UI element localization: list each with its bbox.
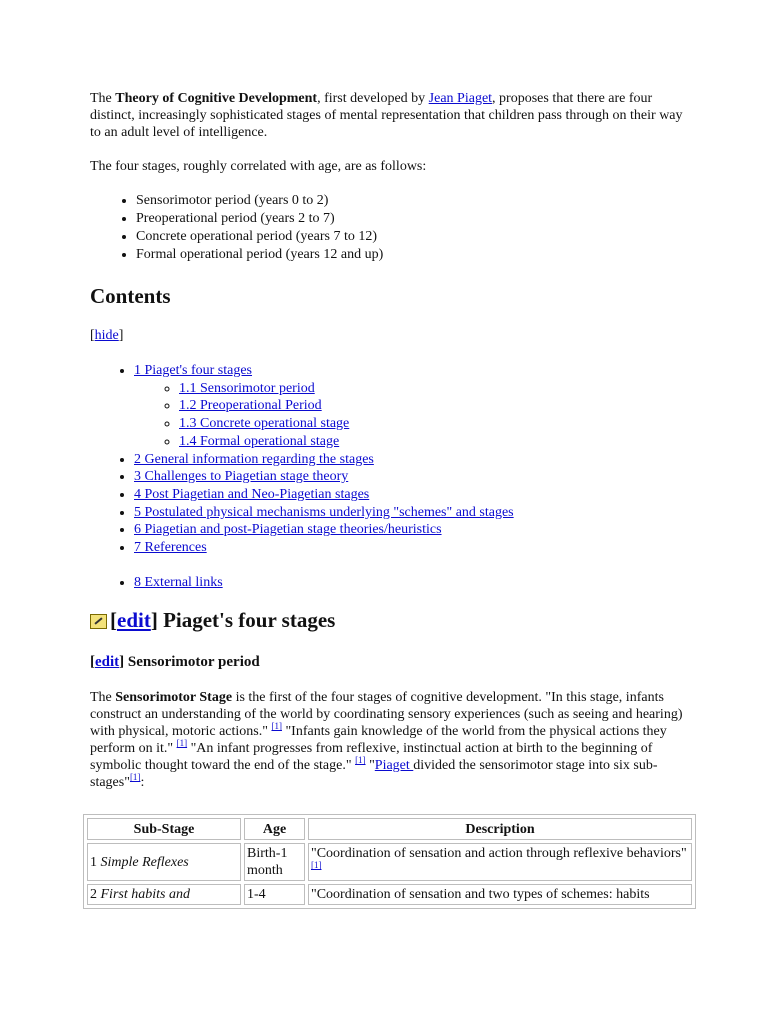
bracket: ] (150, 608, 158, 633)
list-item: • Concrete operational period (years 7 to 12) (136, 228, 690, 246)
bracket: [ (110, 608, 117, 633)
citation-link[interactable]: [1] (271, 721, 282, 732)
bracket: ] (119, 654, 125, 671)
article-body (90, 90, 690, 791)
edit-subsection-link[interactable]: edit (95, 654, 120, 671)
subsection-title: Sensorimotor period (124, 654, 260, 671)
bracket: [ (90, 654, 95, 671)
toc-link-1-4[interactable]: 1.4 Formal operational stage (179, 433, 340, 449)
toc-item (134, 574, 690, 592)
toc-subitem (179, 415, 690, 433)
toc-link-5[interactable]: 5 Postulated physical mechanisms underlying "schemes" and stages (134, 504, 514, 520)
toc-item (134, 362, 690, 451)
stages-list (90, 192, 690, 264)
substage-name: Simple Reflexes (100, 854, 189, 870)
intro-text: The (90, 91, 116, 106)
table-row (87, 843, 692, 881)
intro-text: , proposes that there are four distinct, increasingly sophisticated stages of mental representation that children pass through on their way to an adult level of intelligence. (90, 91, 683, 140)
toc-toggle (90, 327, 690, 345)
substage-number: 1 (90, 854, 101, 870)
intro-text: , first developed by (317, 91, 429, 106)
toc-link-1-2[interactable]: 1.2 Preoperational Period (179, 398, 322, 414)
toc-item (134, 539, 690, 557)
intro-bold-term: Theory of Cognitive Development (115, 91, 318, 106)
bold-term: Sensorimotor Stage (115, 690, 233, 706)
list-item: • Formal operational period (years 12 and up) (136, 246, 690, 264)
jean-piaget-link[interactable]: Jean Piaget (428, 91, 493, 106)
paragraph-text: "An infant progresses from reflexive, instinctual action at birth to the beginning of symbolic thought toward the end of the stage." (90, 741, 653, 774)
table-cell: "Coordination of sensation and two types of schemes: habits (308, 884, 692, 905)
toc-link-6[interactable]: 6 Piagetian and post-Piagetian stage theories/heuristics (134, 522, 442, 538)
edit-section-link[interactable]: edit (117, 608, 151, 633)
toc-item (134, 486, 690, 504)
toc-link-8[interactable]: 8 External links (134, 574, 223, 590)
table-cell (87, 884, 241, 905)
paragraph-text: : (140, 775, 145, 791)
table-of-contents (90, 362, 690, 591)
paragraph-text: " (365, 758, 375, 774)
substage-description: "Coordination of sensation and action through reflexive behaviors" (311, 846, 687, 861)
list-item: • Sensorimotor period (years 0 to 2) (136, 192, 690, 210)
substage-name: First habits and (100, 887, 190, 902)
substage-number: 2 (90, 887, 101, 902)
toc-item (134, 451, 690, 469)
contents-heading: Contents (90, 284, 171, 308)
citation-link[interactable]: [1] (129, 772, 141, 783)
section-heading-piaget-stages (90, 606, 690, 634)
toc-link-3[interactable]: 3 Challenges to Piagetian stage theory (134, 469, 349, 485)
table-cell: 1-4 (244, 884, 305, 905)
toc-link-2[interactable]: 2 General information regarding the stages (134, 451, 374, 467)
toc-link-1-3[interactable]: 1.3 Concrete operational stage (179, 416, 350, 432)
list-item: • Preoperational period (years 2 to 7) (136, 210, 690, 228)
paragraph-text: The (90, 690, 116, 706)
table-header-row (87, 818, 692, 840)
table-row (87, 884, 692, 905)
paragraph-text: divided the sensorimotor stage into six sub-stages" (90, 758, 658, 791)
stages-lead: The four stages, roughly correlated with age, are as follows: (90, 159, 427, 174)
toc-sublist (134, 380, 690, 451)
toc-item (134, 504, 690, 522)
column-header: Sub-Stage (87, 818, 241, 840)
subsection-heading-sensorimotor (90, 652, 690, 672)
column-header: Age (244, 818, 305, 840)
citation-link[interactable]: [1] (355, 755, 366, 766)
toc-link-7[interactable]: 7 References (134, 540, 207, 556)
paragraph-text: is the first of the four stages of cognitive development. "In this stage, infants construct an understanding of the world by coordinating sensory experiences (such as seeing and hearing) with physical, motoric actions." (90, 690, 683, 740)
intro-paragraph (90, 90, 690, 141)
toc-link-4[interactable]: 4 Post Piagetian and Neo-Piagetian stages (134, 486, 370, 502)
paragraph-text: "Infants gain knowledge of the world from the physical actions they perform on it." (90, 724, 667, 757)
table-cell (308, 843, 692, 881)
toc-item (134, 521, 690, 539)
toc-link-1-1[interactable]: 1.1 Sensorimotor period (179, 380, 315, 396)
bracket: [ (90, 328, 95, 343)
bracket: ] (118, 328, 124, 343)
toc-item (134, 468, 690, 486)
table-cell: Birth-1 month (244, 843, 305, 881)
toc-subitem (179, 380, 690, 398)
sensorimotor-paragraph (90, 689, 690, 791)
hide-toc-link[interactable]: hide (94, 328, 119, 343)
sub-stages-table (83, 814, 696, 909)
column-header: Description (308, 818, 692, 840)
table-cell (87, 843, 241, 881)
toc-subitem (179, 397, 690, 415)
piaget-link[interactable]: Piaget (374, 758, 414, 774)
toc-subitem (179, 433, 690, 451)
citation-link[interactable]: [1] (311, 860, 322, 870)
citation-link[interactable]: [1] (176, 738, 188, 749)
toc-link-1[interactable]: 1 Piaget's four stages (134, 363, 253, 378)
edit-pencil-icon[interactable] (90, 614, 107, 629)
section-title: Piaget's four stages (157, 608, 336, 633)
